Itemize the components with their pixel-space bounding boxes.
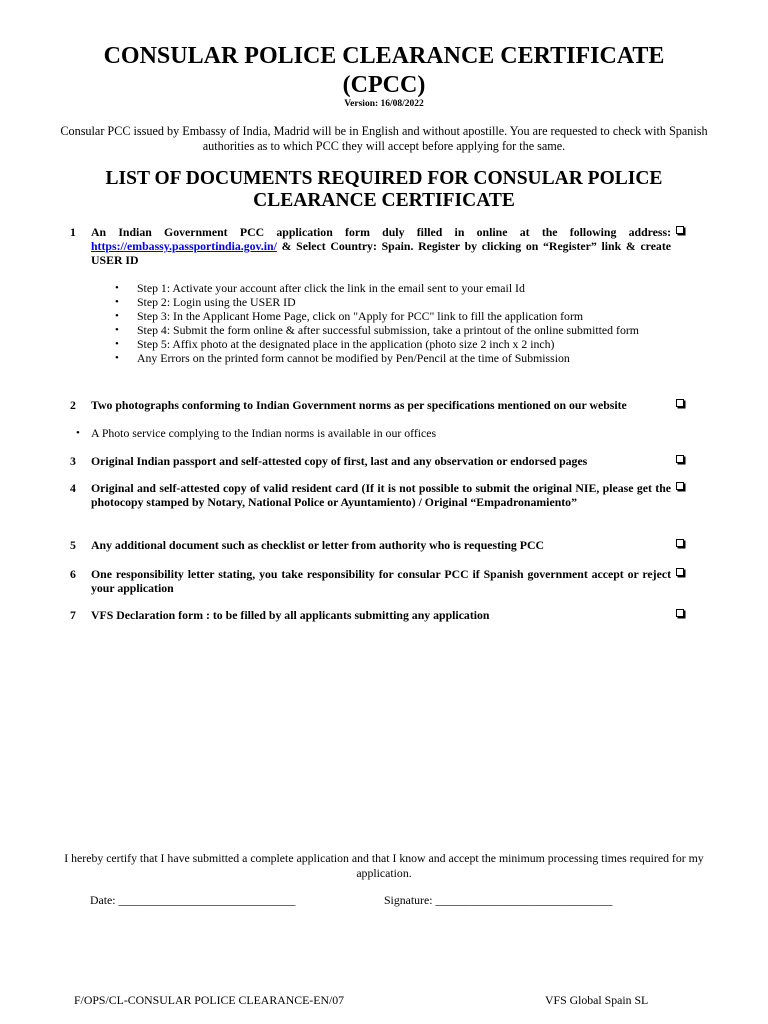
company-name: VFS Global Spain SL — [545, 993, 649, 1007]
steps-list — [112, 281, 672, 365]
checkbox-icon[interactable] — [676, 609, 684, 617]
item-text-after: & Select Country: Spain. Register by clicking on “Register” link & create USER ID — [91, 239, 671, 267]
item-text: One responsibility letter stating, you take responsibility for consular PCC if Spanish government accept or reject your application — [91, 567, 671, 595]
document-title: CONSULAR POLICE CLEARANCE CERTIFICATE (CPCC) — [103, 43, 665, 98]
item-number: 1 — [70, 225, 76, 239]
item-number: 7 — [70, 608, 76, 622]
intro-paragraph: Consular PCC issued by Embassy of India, Madrid will be in English and without apostille. You are requested to check with Spanish authorities as to which PCC they will accept before applying for the same. — [60, 124, 708, 153]
item-number: 6 — [70, 567, 76, 581]
item-number: 5 — [70, 538, 76, 552]
list-item: • Step 3: In the Applicant Home Page, click on "Apply for PCC" link to fill the application form — [112, 309, 672, 323]
item-number: 2 — [70, 398, 76, 412]
item-text-before: An Indian Government PCC application form duly filled in online at the following address: — [91, 225, 671, 239]
signature-field[interactable]: Signature: ______________________________ — [384, 893, 613, 907]
checkbox-icon[interactable] — [676, 399, 684, 407]
photo-note-text: A Photo service complying to the Indian norms is available in our offices — [91, 426, 437, 440]
item-text: Original Indian passport and self-attested copy of first, last and any observation or endorsed pages — [91, 454, 588, 468]
checkbox-icon[interactable] — [676, 568, 684, 576]
list-item: • Step 2: Login using the USER ID — [112, 295, 672, 309]
bullet-icon: • — [76, 427, 80, 439]
form-code: F/OPS/CL-CONSULAR POLICE CLEARANCE-EN/07 — [74, 993, 345, 1007]
date-field[interactable]: Date: ______________________________ — [90, 893, 296, 907]
list-item: • Step 4: Submit the form online & after successful submission, take a printout of the online submitted form — [112, 323, 672, 337]
item-number: 4 — [70, 481, 76, 495]
photo-service-note — [76, 426, 691, 440]
certification-statement: I hereby certify that I have submitted a complete application and that I know and accept the minimum processing times required for my application. — [64, 851, 704, 880]
item-number: 3 — [70, 454, 76, 468]
checkbox-icon[interactable] — [676, 482, 684, 490]
checkbox-icon[interactable] — [676, 226, 684, 234]
item-text: Any additional document such as checklist or letter from authority who is requesting PCC — [91, 538, 544, 552]
checkbox-icon[interactable] — [676, 539, 684, 547]
list-heading: LIST OF DOCUMENTS REQUIRED FOR CONSULAR POLICE CLEARANCE CERTIFICATE — [105, 168, 663, 211]
item-text: Two photographs conforming to Indian Government norms as per specifications mentioned on our website — [91, 398, 627, 412]
list-item: • Step 5: Affix photo at the designated place in the application (photo size 2 inch x 2 inch) — [112, 337, 672, 351]
list-item: • Step 1: Activate your account after click the link in the email sent to your email Id — [112, 281, 672, 295]
item-text: VFS Declaration form : to be filled by all applicants submitting any application — [91, 608, 490, 622]
item-text — [91, 225, 671, 267]
passport-portal-link[interactable]: https://embassy.passportindia.gov.in/ — [91, 239, 277, 253]
item-text: Original and self-attested copy of valid resident card (If it is not possible to submit the original NIE, please get the photocopy stamped by Notary, National Police or Ayuntamiento) / Original “Empadronamiento” — [91, 481, 671, 509]
list-item: • Any Errors on the printed form cannot be modified by Pen/Pencil at the time of Submission — [112, 351, 672, 365]
version-label: Version: 16/08/2022 — [344, 99, 424, 109]
checkbox-icon[interactable] — [676, 455, 684, 463]
